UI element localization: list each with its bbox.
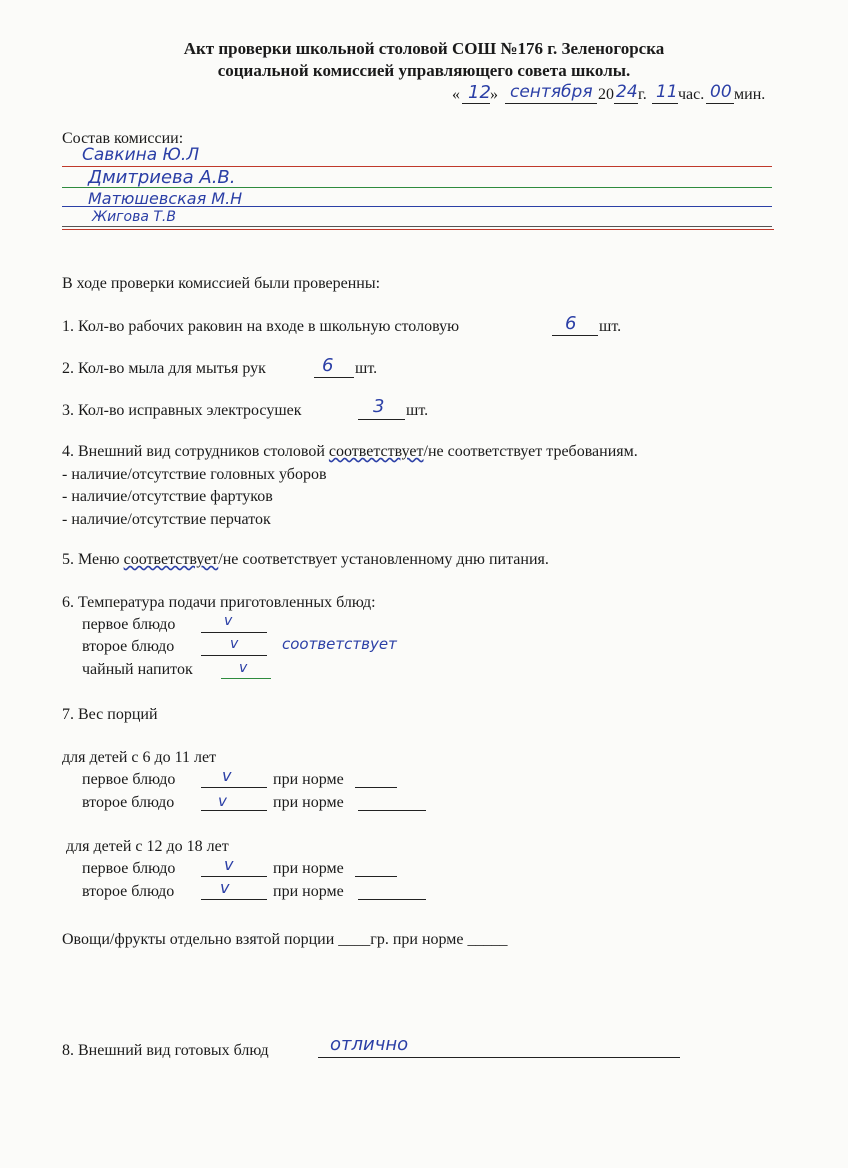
weight-second-label: второе блюдо (82, 883, 175, 900)
weight-second-norm-line (358, 899, 426, 900)
weight-second-label: второе блюдо (82, 794, 175, 811)
item-soap-label: 2. Кол-во мыла для мытья рук (62, 360, 266, 377)
weight-first-norm-line (355, 787, 397, 788)
date-month: сентября (510, 82, 593, 102)
item-staff (62, 443, 638, 461)
date-year-line (614, 103, 638, 104)
item-staff-selected: соответствует (328, 443, 424, 460)
date-year-label: г. (638, 86, 647, 103)
item-sinks-value: 6 (565, 313, 577, 334)
item-sinks-label: 1. Кол-во рабочих раковин на входе в школьную столовую (62, 318, 460, 335)
weight-group-1-title: для детей с 6 до 11 лет (62, 749, 217, 766)
temperature-tea-line (221, 678, 271, 679)
temperature-second-line (201, 655, 267, 656)
item-dryers-line (358, 419, 405, 420)
commission-line (62, 226, 772, 227)
item-appearance-value: отлично (330, 1034, 409, 1055)
item-staff-suffix: /не соответствует требованиям. (423, 443, 638, 460)
commission-line (62, 187, 772, 188)
date-day-line (462, 103, 490, 104)
item-staff-aprons: - наличие/отсутствие фартуков (62, 488, 273, 505)
item-appearance-label: 8. Внешний вид готовых блюд (62, 1042, 269, 1059)
weight-second-line (201, 810, 267, 811)
temperature-note: соответствует (282, 635, 397, 653)
intro-text: В ходе проверки комиссией были проверенны: (62, 275, 381, 292)
item-soap-value: 6 (322, 355, 334, 376)
item-dryers-label: 3. Кол-во исправных электросушек (62, 402, 302, 419)
date-month-line (505, 103, 597, 104)
weight-second-norm-line (358, 810, 426, 811)
item-staff-headwear: - наличие/отсутствие головных уборов (62, 466, 327, 483)
weight-first-norm: при норме (273, 860, 344, 877)
temperature-tea-label: чайный напиток (82, 661, 193, 678)
date-hour-label: час. (678, 86, 705, 103)
commission-label: Состав комиссии: (62, 130, 184, 147)
commission-member: Дмитриева А.В. (88, 167, 236, 188)
temperature-second-label: второе блюдо (82, 638, 175, 655)
item-menu (62, 551, 549, 569)
item-menu-selected: соответствует (123, 551, 219, 568)
date-hour-line (652, 103, 678, 104)
commission-member: Савкина Ю.Л (82, 145, 200, 165)
item-menu-prefix: 5. Меню (62, 551, 124, 568)
title-line-2: социальной комиссией управляющего совета школы. (217, 61, 631, 80)
weight-first-norm-line (355, 876, 397, 877)
weight-second-norm: при норме (273, 794, 344, 811)
temperature-second-check: v (230, 636, 239, 652)
date-minute: 00 (710, 82, 732, 102)
temperature-tea-check: v (239, 660, 248, 676)
item-appearance-line (318, 1057, 680, 1058)
item-dryers-value: 3 (373, 396, 385, 417)
date-close-quote: » (490, 86, 498, 103)
date-year-prefix: 20 (598, 86, 614, 103)
date-hour: 11 (656, 82, 678, 102)
item-staff-prefix: 4. Внешний вид сотрудников столовой (62, 443, 329, 460)
item-staff-gloves: - наличие/отсутствие перчаток (62, 511, 271, 528)
item-weight-title: 7. Вес порций (62, 706, 158, 723)
commission-line (62, 229, 774, 230)
weight-second-check: v (220, 878, 230, 897)
weight-first-label: первое блюдо (82, 771, 176, 788)
item-sinks-line (552, 335, 598, 336)
item-soap-line (314, 377, 354, 378)
fruit-portion-line: Овощи/фрукты отдельно взятой порции ____гр. при норме _____ (62, 931, 508, 948)
weight-first-check: v (222, 766, 232, 785)
item-dryers-unit: шт. (406, 402, 429, 419)
item-temperature-title: 6. Температура подачи приготовленных блюд: (62, 594, 376, 611)
date-minute-line (706, 103, 734, 104)
temperature-first-label: первое блюдо (82, 616, 176, 633)
weight-first-line (201, 876, 267, 877)
date-year-suffix: 24 (616, 82, 638, 102)
date-minute-label: мин. (734, 86, 766, 103)
item-soap-unit: шт. (355, 360, 378, 377)
commission-member: Матюшевская М.Н (88, 189, 243, 208)
temperature-first-check: v (224, 613, 233, 629)
weight-second-check: v (218, 792, 227, 810)
commission-line (62, 206, 772, 207)
weight-second-line (201, 899, 267, 900)
temperature-first-line (201, 632, 267, 633)
weight-first-label: первое блюдо (82, 860, 176, 877)
weight-group-2-title: для детей с 12 до 18 лет (66, 838, 229, 855)
weight-first-norm: при норме (273, 771, 344, 788)
date-open-quote: « (452, 86, 460, 103)
item-sinks-unit: шт. (599, 318, 622, 335)
commission-member: Жигова Т.В (92, 209, 176, 225)
date-day: 12 (468, 82, 491, 103)
weight-second-norm: при норме (273, 883, 344, 900)
title-line-1: Акт проверки школьной столовой СОШ №176 г. Зеленогорска (183, 39, 665, 58)
weight-first-line (201, 787, 267, 788)
weight-first-check: v (224, 855, 234, 874)
item-menu-suffix: /не соответствует установленному дню питания. (218, 551, 549, 568)
